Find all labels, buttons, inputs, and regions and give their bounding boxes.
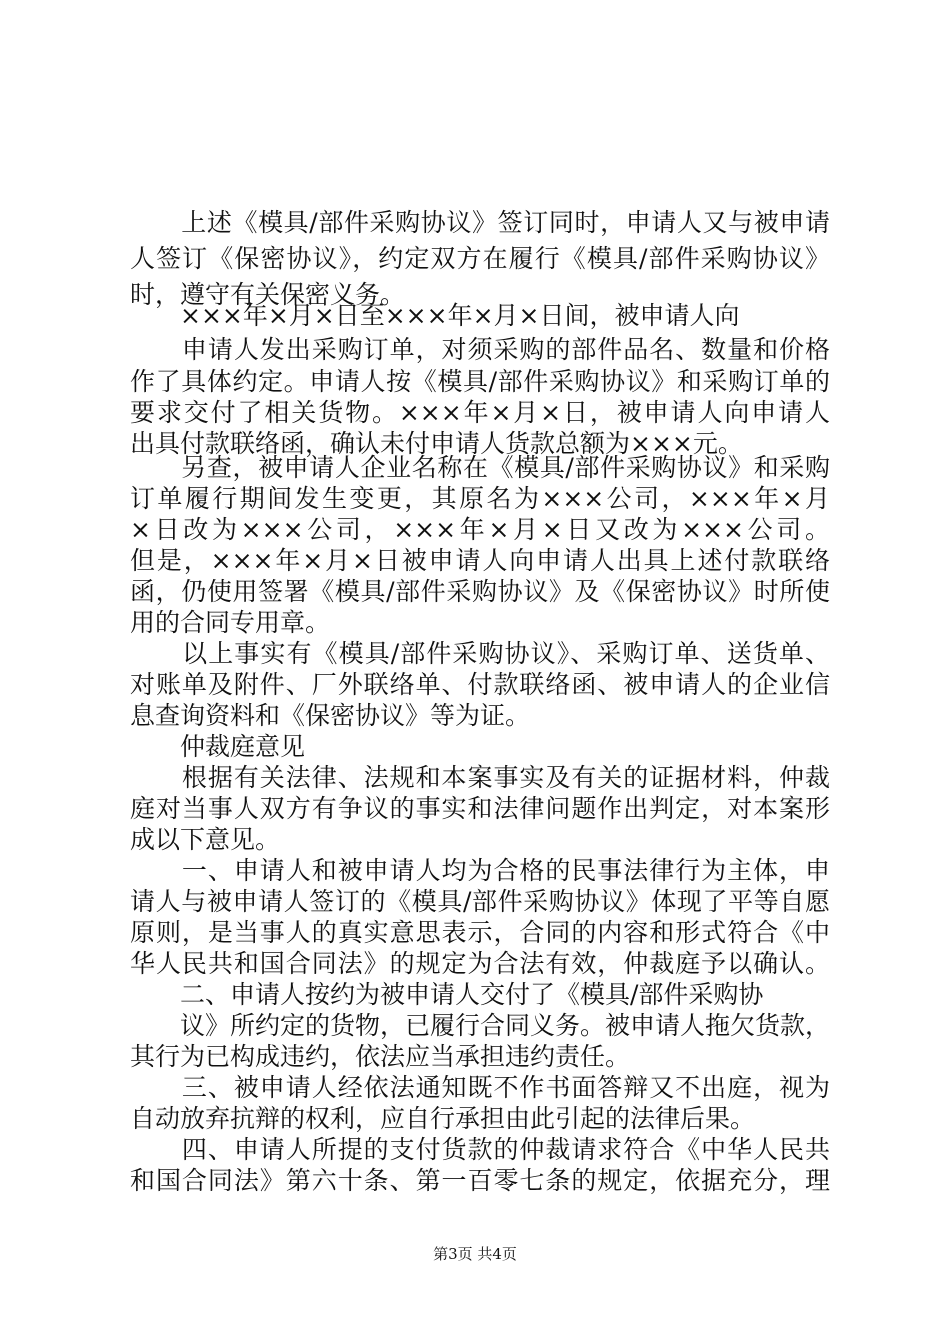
text-line: 以上事实有《模具/部件采购协议》、采购订单、送货单、 xyxy=(130,639,830,668)
text-line: 自动放弃抗辩的权利，应自行承担由此引起的法律后果。 xyxy=(130,1104,756,1133)
text-line: 一、申请人和被申请人均为合格的民事法律行为主体，申 xyxy=(130,856,830,885)
text-line: 华人民共和国合同法》的规定为合法有效，仲裁庭予以确认。 xyxy=(130,949,830,978)
text-line: 作了具体约定。申请人按《模具/部件采购协议》和采购订单的 xyxy=(130,367,830,396)
text-line: 原则，是当事人的真实意思表示，合同的内容和形式符合《中 xyxy=(130,918,830,947)
text-line: 订单履行期间发生变更，其原名为×××公司，×××年×月 xyxy=(130,484,830,513)
text-line: 函，仍使用签署《模具/部件采购协议》及《保密协议》时所使 xyxy=(130,577,830,606)
text-line: 和国合同法》第六十条、第一百零七条的规定，依据充分，理 xyxy=(130,1166,830,1195)
page-footer: 第3页 共4页 xyxy=(433,1245,517,1263)
text-line: 另查，被申请人企业名称在《模具/部件采购协议》和采购 xyxy=(130,453,830,482)
text-line: 议》所约定的货物，已履行合同义务。被申请人拖欠货款， xyxy=(130,1011,831,1040)
text-line: 四、申请人所提的支付货款的仲裁请求符合《中华人民共 xyxy=(130,1135,830,1164)
text-line: ×日改为×××公司，×××年×月×日又改为×××公司。 xyxy=(130,515,830,544)
text-line: 时，遵守有关保密义务。 xyxy=(130,280,406,309)
text-line: 要求交付了相关货物。×××年×月×日，被申请人向申请人 xyxy=(130,398,830,427)
text-line: 对账单及附件、厂外联络单、付款联络函、被申请人的企业信 xyxy=(130,670,830,699)
text-line: 其行为已构成违约，依法应当承担违约责任。 xyxy=(130,1042,631,1071)
text-line: 庭对当事人双方有争议的事实和法律问题作出判定，对本案形 xyxy=(130,794,830,823)
text-line: 请人与被申请人签订的《模具/部件采购协议》体现了平等自愿 xyxy=(130,887,830,916)
text-line: 用的合同专用章。 xyxy=(130,608,331,637)
text-line: ×××年×月×日至×××年×月×日间，被申请人向 xyxy=(130,301,740,330)
text-line: 人签订《保密协议》，约定双方在履行《模具/部件采购协议》 xyxy=(130,244,830,273)
section-heading: 仲裁庭意见 xyxy=(130,732,306,761)
text-line: 上述《模具/部件采购协议》签订同时，申请人又与被申请 xyxy=(130,208,830,237)
text-line: 但是，×××年×月×日被申请人向申请人出具上述付款联络 xyxy=(130,546,830,575)
text-line: 申请人发出采购订单，对须采购的部件品名、数量和价格 xyxy=(130,335,830,364)
text-line: 三、被申请人经依法通知既不作书面答辩又不出庭，视为 xyxy=(130,1073,830,1102)
text-line: 二、申请人按约为被申请人交付了《模具/部件采购协 xyxy=(130,980,764,1009)
text-line: 出具付款联络函，确认未付申请人货款总额为×××元。 xyxy=(130,429,743,458)
text-line: 成以下意见。 xyxy=(130,825,281,854)
text-line: 息查询资料和《保密协议》等为证。 xyxy=(130,701,531,730)
text-line: 根据有关法律、法规和本案事实及有关的证据材料，仲裁 xyxy=(130,763,830,792)
